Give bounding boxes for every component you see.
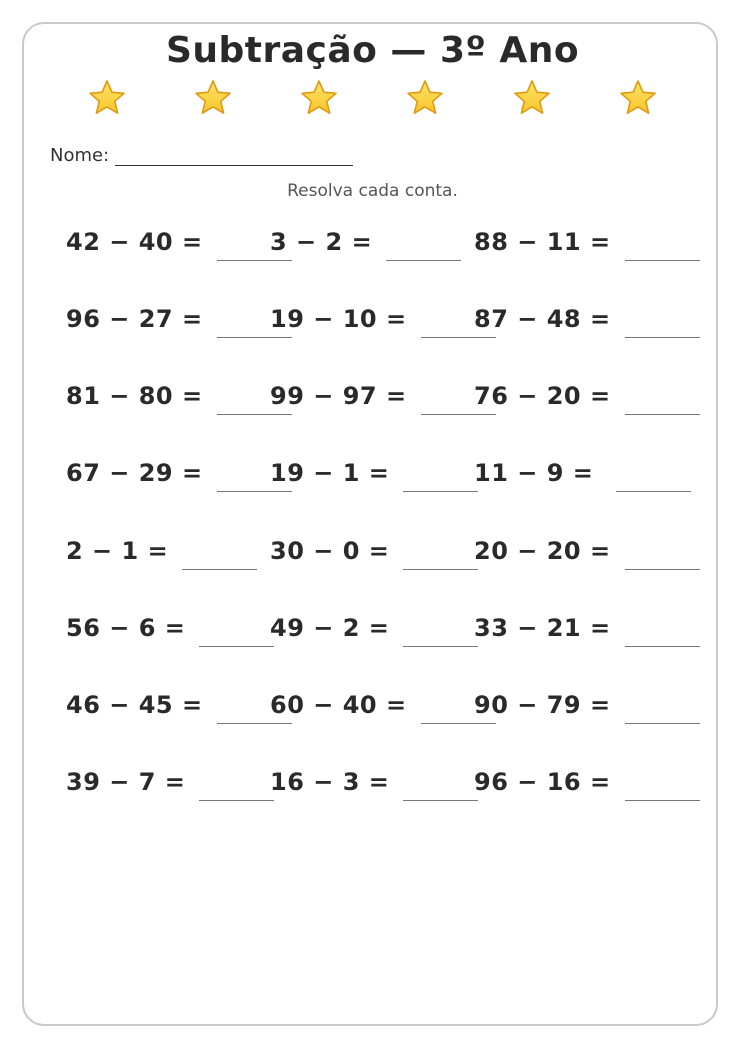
problem-expression: 30 − 0 =: [270, 537, 390, 565]
problem-expression: 56 − 6 =: [66, 614, 186, 642]
name-label: Nome:: [50, 145, 110, 166]
answer-blank[interactable]: [217, 723, 292, 724]
answer-blank[interactable]: [625, 723, 700, 724]
answer-blank[interactable]: [217, 337, 292, 338]
problem-expression: 90 − 79 =: [474, 691, 611, 719]
problem-expression: 76 − 20 =: [474, 382, 611, 410]
problem-expression: 3 − 2 =: [270, 228, 373, 256]
answer-blank[interactable]: [217, 260, 292, 261]
answer-blank[interactable]: [421, 414, 496, 415]
problem-expression: 39 − 7 =: [66, 768, 186, 796]
problem-expression: 19 − 10 =: [270, 305, 407, 333]
problem-expression: 99 − 97 =: [270, 382, 407, 410]
problem-expression: 87 − 48 =: [474, 305, 611, 333]
problem-expression: 2 − 1 =: [66, 537, 169, 565]
page-title: Subtração — 3º Ano: [165, 30, 580, 71]
answer-blank[interactable]: [625, 800, 700, 801]
answer-blank[interactable]: [386, 260, 461, 261]
answer-blank[interactable]: [217, 414, 292, 415]
answer-blank[interactable]: [616, 491, 691, 492]
answer-blank[interactable]: [403, 800, 478, 801]
answer-blank[interactable]: [421, 337, 496, 338]
problem-expression: 16 − 3 =: [270, 768, 390, 796]
problem-expression: 67 − 29 =: [66, 459, 203, 487]
answer-blank[interactable]: [217, 491, 292, 492]
answer-blank[interactable]: [403, 491, 478, 492]
problem-expression: 46 − 45 =: [66, 691, 203, 719]
answer-blank[interactable]: [625, 414, 700, 415]
problem-expression: 60 − 40 =: [270, 691, 407, 719]
problem-expression: 96 − 16 =: [474, 768, 611, 796]
answer-blank[interactable]: [625, 646, 700, 647]
problem-expression: 88 − 11 =: [474, 228, 611, 256]
problem-expression: 33 − 21 =: [474, 614, 611, 642]
answer-blank[interactable]: [182, 569, 257, 570]
answer-blank[interactable]: [625, 260, 700, 261]
answer-blank[interactable]: [199, 800, 274, 801]
problem-expression: 42 − 40 =: [66, 228, 203, 256]
problem-expression: 11 − 9 =: [474, 459, 594, 487]
problem-expression: 96 − 27 =: [66, 305, 203, 333]
answer-blank[interactable]: [421, 723, 496, 724]
answer-blank[interactable]: [403, 646, 478, 647]
answer-blank[interactable]: [625, 569, 700, 570]
answer-blank[interactable]: [403, 569, 478, 570]
instructions: Resolva cada conta.: [287, 181, 458, 201]
problem-expression: 20 − 20 =: [474, 537, 611, 565]
answer-blank[interactable]: [199, 646, 274, 647]
problem-expression: 81 − 80 =: [66, 382, 203, 410]
problem-expression: 49 − 2 =: [270, 614, 390, 642]
problem-expression: 19 − 1 =: [270, 459, 390, 487]
answer-blank[interactable]: [625, 337, 700, 338]
